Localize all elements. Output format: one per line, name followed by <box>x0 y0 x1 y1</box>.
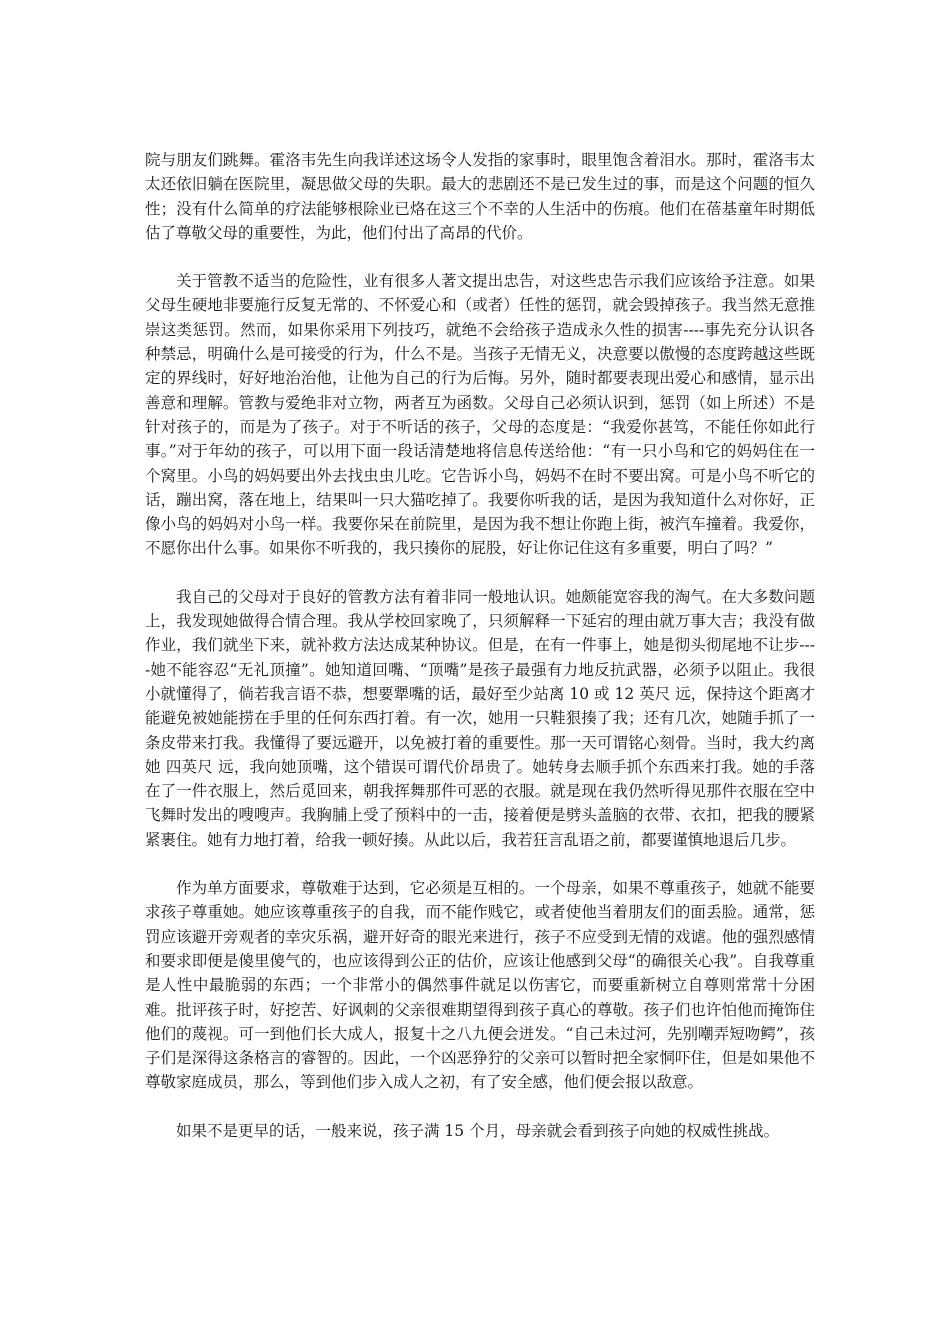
paragraph-1: 院与朋友们跳舞。霍洛韦先生向我详述这场令人发指的家事时，眼里饱含着泪水。那时，霍洛韦太太还依旧躺在医院里，凝思做父母的失职。最大的悲剧还不是已发生过的事，而是这个问题的恒久性；没有什么简单的疗法能够根除业已烙在这三个不幸的人生活中的伤痕。他们在蓓基童年时期低估了尊敬父母的重要性，为此，他们付出了高昂的代价。 <box>145 151 815 242</box>
document-body <box>145 148 815 1167</box>
paragraph-5: 如果不是更早的话，一般来说，孩子满 15 个月，母亲就会看到孩子向她的权威性挑战。 <box>176 1121 780 1140</box>
paragraph-4: 作为单方面要求，尊敬难于达到，它必须是互相的。一个母亲，如果不尊重孩子，她就不能要求孩子尊重她。她应该尊重孩子的自我，而不能作贱它，或者使他当着朋友们的面丢脸。通常，惩罚应该避开旁观者的幸灾乐祸，避开好奇的眼光来进行，孩子不应受到无情的戏谑。他的强烈感情和要求即便是傻里傻气的，也应该得到公正的估价，应该让他感到父母“的确很关心我”。自我尊重是人性中最脆弱的东西；一个非常小的偶然事件就足以伤害它，而要重新树立自尊则常常十分困难。批评孩子时，好挖苦、好讽刺的父亲很难期望得到孩子真心的尊敬。孩子们也许怕他而掩饰住他们的蔑视。可一到他们长大成人，报复十之八九便会迸发。“自己未过河，先别嘲弄短吻鳄”，孩子们是深得这条格言的睿智的。因此，一个凶恶狰狞的父亲可以暂时把全家恫吓住，但是如果他不尊敬家庭成员，那么，等到他们步入成人之初，有了安全感，他们便会报以敌意。 <box>145 879 815 1092</box>
paragraph-2: 关于管教不适当的危险性，业有很多人著文提出忠告，对这些忠告示我们应该给予注意。如果父母生硬地非要施行反复无常的、不怀爱心和（或者）任性的惩罚，就会毁掉孩子。我当然无意推崇这类惩罚。然而，如果你采用下列技巧，就绝不会给孩子造成永久性的损害----事先充分认识各种禁忌，明确什么是可接受的行为，什么不是。当孩子无情无义，决意要以傲慢的态度跨越这些既定的界线时，好好地治治他，让他为自己的行为后悔。另外，随时都要表现出爱心和感情，显示出善意和理解。管教与爱绝非对立物，两者互为函数。父母自己必须认识到，惩罚（如上所述）不是针对孩子的，而是为了孩子。对于不听话的孩子，父母的态度是：“我爱你甚笃，不能任你如此行事。”对于年幼的孩子，可以用下面一段话清楚地将信息传送给他：“有一只小鸟和它的妈妈住在一个窝里。小鸟的妈妈要出外去找虫虫儿吃。它告诉小鸟，妈妈不在时不要出窝。可是小鸟不听它的话，蹦出窝，落在地上，结果叫一只大猫吃掉了。我要你听我的话，是因为我知道什么对你好，正像小鸟的妈妈对小鸟一样。我要你呆在前院里，是因为我不想让你跑上街，被汽车撞着。我爱你，不愿你出什么事。如果你不听我的，我只揍你的屁股，好让你记住这有多重要，明白了吗？” <box>145 272 815 558</box>
paragraph-3: 我自己的父母对于良好的管教方法有着非同一般地认识。她颇能宽容我的淘气。在大多数问题上，我发现她做得合情合理。我从学校回家晚了，只须解释一下延宕的理由就万事大吉；我没有做作业，我们就坐下来，就补救方法达成某种协议。但是，在有一件事上，她是彻头彻尾地不让步----她不能容忍“无礼顶撞”。她知道回嘴、“顶嘴”是孩子最强有力地反抗武器，必须予以阻止。我很小就懂得了，倘若我言语不恭，想要犟嘴的话，最好至少站离 10 或 12 英尺 远，保持这个距离才能避免被她能捞在手里的任何东西打着。有一次，她用一只鞋狠揍了我；还有几次，她随手抓了一条皮带来打我。我懂得了要远避开，以免被打着的重要性。那一天可谓铭心刻骨。当时，我大约离她 四英尺 远，我向她顶嘴，这个错误可谓代价昂贵了。她转身去顺手抓个东西来打我。她的手落在了一件衣服上，然后觅回来，朝我挥舞那件可恶的衣服。就是现在我仍然听得见那件衣服在空中飞舞时发出的嗖嗖声。我胸脯上受了预料中的一击，接着便是劈头盖脑的衣带、衣扣，把我的腰紧紧裹住。她有力地打着，给我一顿好揍。从此以后，我若狂言乱语之前，都要谨慎地退后几步。 <box>145 587 815 849</box>
